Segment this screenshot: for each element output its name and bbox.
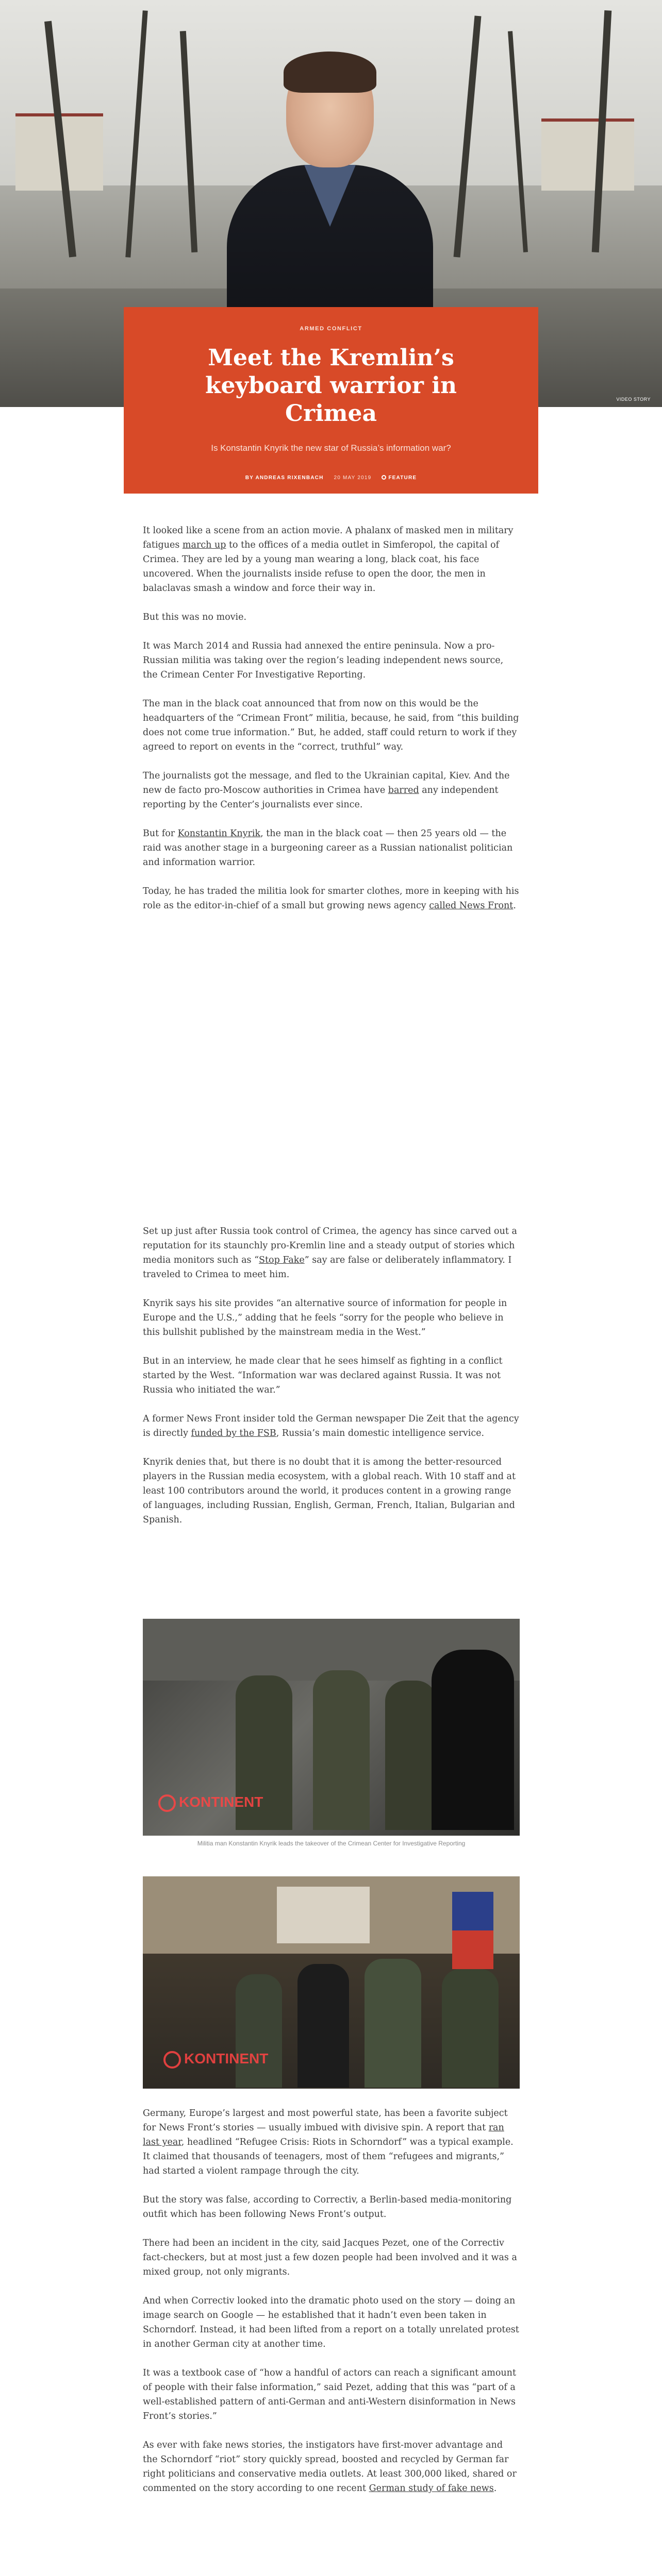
inline-link[interactable]: funded by the FSB xyxy=(191,1428,276,1438)
paragraph: Knyrik denies that, but there is no doubt that it is among the better-resourced players in the Russian media ecosystem, with a global reach. With 10 staff and at least 100 contributors around the world, it produces content in a growing range of languages, including Russian, English, German, French, Italian, Bulgarian and Spanish. xyxy=(143,1457,516,1525)
article-subhead: Is Konstantin Knyrik the new star of Russia’s information war? xyxy=(211,443,451,453)
byline-author[interactable]: BY ANDREAS RIXENBACH xyxy=(245,475,324,481)
inline-link[interactable]: German study of fake news xyxy=(369,2483,494,2494)
paragraph: It was a textbook case of “how a handful of actors can reach a significant amount of people with their false information,” said Pezet, adding that this was “part of a well-established pattern of anti-German and anti-Western disinformation in News Front’s stories.” xyxy=(143,2368,516,2421)
paragraph: The journalists got the message, and fled to the Ukrainian capital, Kiev. And the new de facto pro-Moscow authorities in Crimea have barred any independent reporting by the Center’s journalists ever since. xyxy=(143,771,510,810)
byline-type-label: FEATURE xyxy=(388,475,417,481)
feature-icon xyxy=(382,475,386,480)
category-tag[interactable]: ARMED CONFLICT xyxy=(300,326,362,332)
title-card xyxy=(124,307,538,494)
paragraph: As ever with fake news stories, the instigators have first-mover advantage and the Schorndorf “riot” story quickly spread, boosted and recycled by German far right politicians and conservative media outlets. At least 300,000 liked, shared or commented on the story according to one recent German study of fake news. xyxy=(143,2440,517,2494)
figure-caption: Militia man Konstantin Knyrik leads the takeover of the Crimean Center for Investigative Reporting xyxy=(197,1840,466,1847)
paragraph: Today, he has traded the militia look for smarter clothes, more in keeping with his role as the editor-in-chief of a small but growing news agency called News Front. xyxy=(143,886,519,911)
paragraph: Set up just after Russia took control of Crimea, the agency has since carved out a reputation for its staunchly pro-Kremlin line and a steady output of stories which media monitors such as “Stop Fake” say are false or deliberately inflammatory. I traveled to Crimea to meet him. xyxy=(143,1226,517,1280)
video-watermark-logo: KONTINENT xyxy=(163,2050,268,2069)
paragraph: Germany, Europe’s largest and most powerful state, has been a favorite subject for News Front’s stories — usually imbued with divisive spin. A report that ran last year, headlined “Refugee Crisis: Riots in Schorndorf” was a typical example. It claimed that thousands of teenagers, most of them “refugees and migrants,” had started a violent rampage through the city. xyxy=(143,2108,514,2176)
paragraph: Knyrik says his site provides “an alternative source of information for people in Europe and the U.S.,” adding that he feels “sorry for the people who believe in this bullshit published by the mainstream media in the West.” xyxy=(143,1298,507,1337)
article-body-mid xyxy=(143,1224,519,1541)
photo-credit: VIDEO STORY xyxy=(616,397,651,402)
paragraph: And when Correctiv looked into the dramatic photo used on the story — doing an image search on Google — he established that it hadn’t even been taken in Schorndorf. Instead, it had been lifted from a report on a totally unrelated protest in another German city at another time. xyxy=(143,2296,519,2349)
figure-militia-video xyxy=(143,1619,520,1847)
paragraph: But in an interview, he made clear that he sees himself as fighting in a conflict started by the West. “Information war was declared against Russia. It was not Russia who initiated the war.” xyxy=(143,1356,503,1395)
paragraph: There had been an incident in the city, said Jacques Pezet, one of the Correctiv fact-checkers, but at most just a few dozen people had been involved and it was a mixed group, not only migrants. xyxy=(143,2238,517,2277)
inline-link[interactable]: Konstantin Knyrik xyxy=(177,828,261,839)
byline xyxy=(124,475,538,481)
byline-type[interactable] xyxy=(382,475,417,481)
hero-house-right xyxy=(541,118,634,191)
inline-link[interactable]: march up xyxy=(182,540,226,550)
paragraph: But for Konstantin Knyrik, the man in the black coat — then 25 years old — the raid was another stage in a burgeoning career as a Russian nationalist politician and information warrior. xyxy=(143,828,513,868)
paragraph: But the story was false, according to Correctiv, a Berlin-based media-monitoring outfit which has been following News Front’s output. xyxy=(143,2195,512,2219)
paragraph: But this was no movie. xyxy=(143,612,247,622)
figure-militia-office xyxy=(143,1876,520,2089)
inline-link[interactable]: ran last year xyxy=(143,2123,504,2147)
inline-link[interactable]: called News Front xyxy=(429,901,514,911)
paragraph: It was March 2014 and Russia had annexed the entire peninsula. Now a pro-Russian militia was taking over the region’s leading independent news source, the Crimean Center For Investigative Reporting. xyxy=(143,641,504,680)
article-headline: Meet the Kremlin’s keyboard warrior in Crimea xyxy=(205,345,457,427)
inline-link[interactable]: Stop Fake xyxy=(259,1255,305,1265)
person-hair xyxy=(284,52,376,93)
video-watermark-logo: KONTINENT xyxy=(158,1794,263,1812)
paragraph: The man in the black coat announced that from now on this would be the headquarters of the “Crimean Front” militia, because, he said, from “this building does not come true information.” But, he added, staff could return to work if they agreed to report on events in the “correct, truthful” way. xyxy=(143,699,519,752)
figure-image[interactable] xyxy=(143,1876,520,2089)
article-body-top xyxy=(143,523,519,927)
figure-image[interactable] xyxy=(143,1619,520,1836)
paragraph: A former News Front insider told the German newspaper Die Zeit that the agency is directly funded by the FSB, Russia’s main domestic intelligence service. xyxy=(143,1414,519,1438)
byline-date: 20 MAY 2019 xyxy=(334,475,372,481)
inline-link[interactable]: barred xyxy=(388,785,419,795)
paragraph: It looked like a scene from an action movie. A phalanx of masked men in military fatigues march up to the offices of a media outlet in Simferopol, the capital of Crimea. They are led by a young man wearing a long, black coat, his face uncovered. When the journalists inside refuse to open the door, the men in balaclavas smash a window and force their way in. xyxy=(143,526,514,594)
article-body-low xyxy=(143,2106,519,2510)
